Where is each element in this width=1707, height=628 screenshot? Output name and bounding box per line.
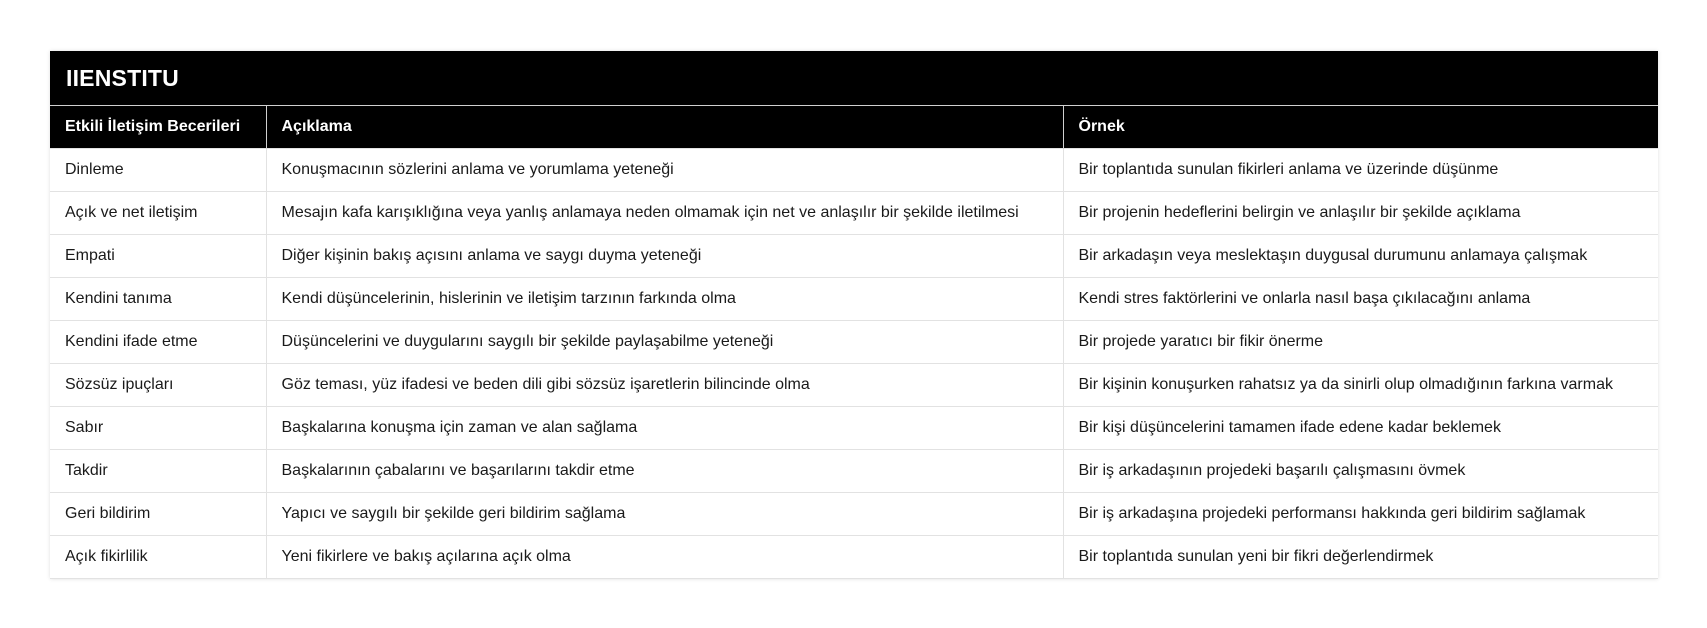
table-row <box>50 536 1658 579</box>
table-container <box>50 51 1658 579</box>
brand-title: IIENSTITU <box>50 51 1658 105</box>
cell-description: Diğer kişinin bakış açısını anlama ve saygı duyma yeteneği <box>266 235 1063 278</box>
cell-skill: Geri bildirim <box>50 493 266 536</box>
cell-example: Bir projenin hedeflerini belirgin ve anlaşılır bir şekilde açıklama <box>1063 192 1658 235</box>
cell-skill: Empati <box>50 235 266 278</box>
cell-description: Başkalarının çabalarını ve başarılarını takdir etme <box>266 450 1063 493</box>
cell-skill: Sabır <box>50 407 266 450</box>
cell-skill: Açık fikirlilik <box>50 536 266 579</box>
cell-description: Göz teması, yüz ifadesi ve beden dili gibi sözsüz işaretlerin bilincinde olma <box>266 364 1063 407</box>
data-table <box>50 105 1658 579</box>
header-skill: Etkili İletişim Becerileri <box>50 106 266 149</box>
cell-example: Bir toplantıda sunulan yeni bir fikri değerlendirmek <box>1063 536 1658 579</box>
table-row <box>50 493 1658 536</box>
header-row <box>50 106 1658 149</box>
cell-example: Bir kişinin konuşurken rahatsız ya da sinirli olup olmadığının farkına varmak <box>1063 364 1658 407</box>
table-row <box>50 192 1658 235</box>
cell-example: Kendi stres faktörlerini ve onlarla nasıl başa çıkılacağını anlama <box>1063 278 1658 321</box>
cell-skill: Kendini ifade etme <box>50 321 266 364</box>
table-row <box>50 321 1658 364</box>
cell-skill: Kendini tanıma <box>50 278 266 321</box>
cell-skill: Takdir <box>50 450 266 493</box>
cell-description: Kendi düşüncelerinin, hislerinin ve iletişim tarzının farkında olma <box>266 278 1063 321</box>
table-row <box>50 149 1658 192</box>
cell-skill: Dinleme <box>50 149 266 192</box>
cell-example: Bir iş arkadaşının projedeki başarılı çalışmasını övmek <box>1063 450 1658 493</box>
cell-description: Yapıcı ve saygılı bir şekilde geri bildirim sağlama <box>266 493 1063 536</box>
cell-description: Mesajın kafa karışıklığına veya yanlış anlamaya neden olmamak için net ve anlaşılır bir şekilde iletilmesi <box>266 192 1063 235</box>
cell-skill: Açık ve net iletişim <box>50 192 266 235</box>
cell-example: Bir arkadaşın veya meslektaşın duygusal durumunu anlamaya çalışmak <box>1063 235 1658 278</box>
table-row <box>50 450 1658 493</box>
header-description: Açıklama <box>266 106 1063 149</box>
cell-skill: Sözsüz ipuçları <box>50 364 266 407</box>
header-example: Örnek <box>1063 106 1658 149</box>
cell-example: Bir kişi düşüncelerini tamamen ifade edene kadar beklemek <box>1063 407 1658 450</box>
table-row <box>50 278 1658 321</box>
table-row <box>50 364 1658 407</box>
cell-description: Yeni fikirlere ve bakış açılarına açık olma <box>266 536 1063 579</box>
cell-example: Bir toplantıda sunulan fikirleri anlama ve üzerinde düşünme <box>1063 149 1658 192</box>
cell-description: Düşüncelerini ve duygularını saygılı bir şekilde paylaşabilme yeteneği <box>266 321 1063 364</box>
table-row <box>50 235 1658 278</box>
cell-description: Konuşmacının sözlerini anlama ve yorumlama yeteneği <box>266 149 1063 192</box>
table-row <box>50 407 1658 450</box>
cell-example: Bir projede yaratıcı bir fikir önerme <box>1063 321 1658 364</box>
cell-example: Bir iş arkadaşına projedeki performansı hakkında geri bildirim sağlamak <box>1063 493 1658 536</box>
cell-description: Başkalarına konuşma için zaman ve alan sağlama <box>266 407 1063 450</box>
